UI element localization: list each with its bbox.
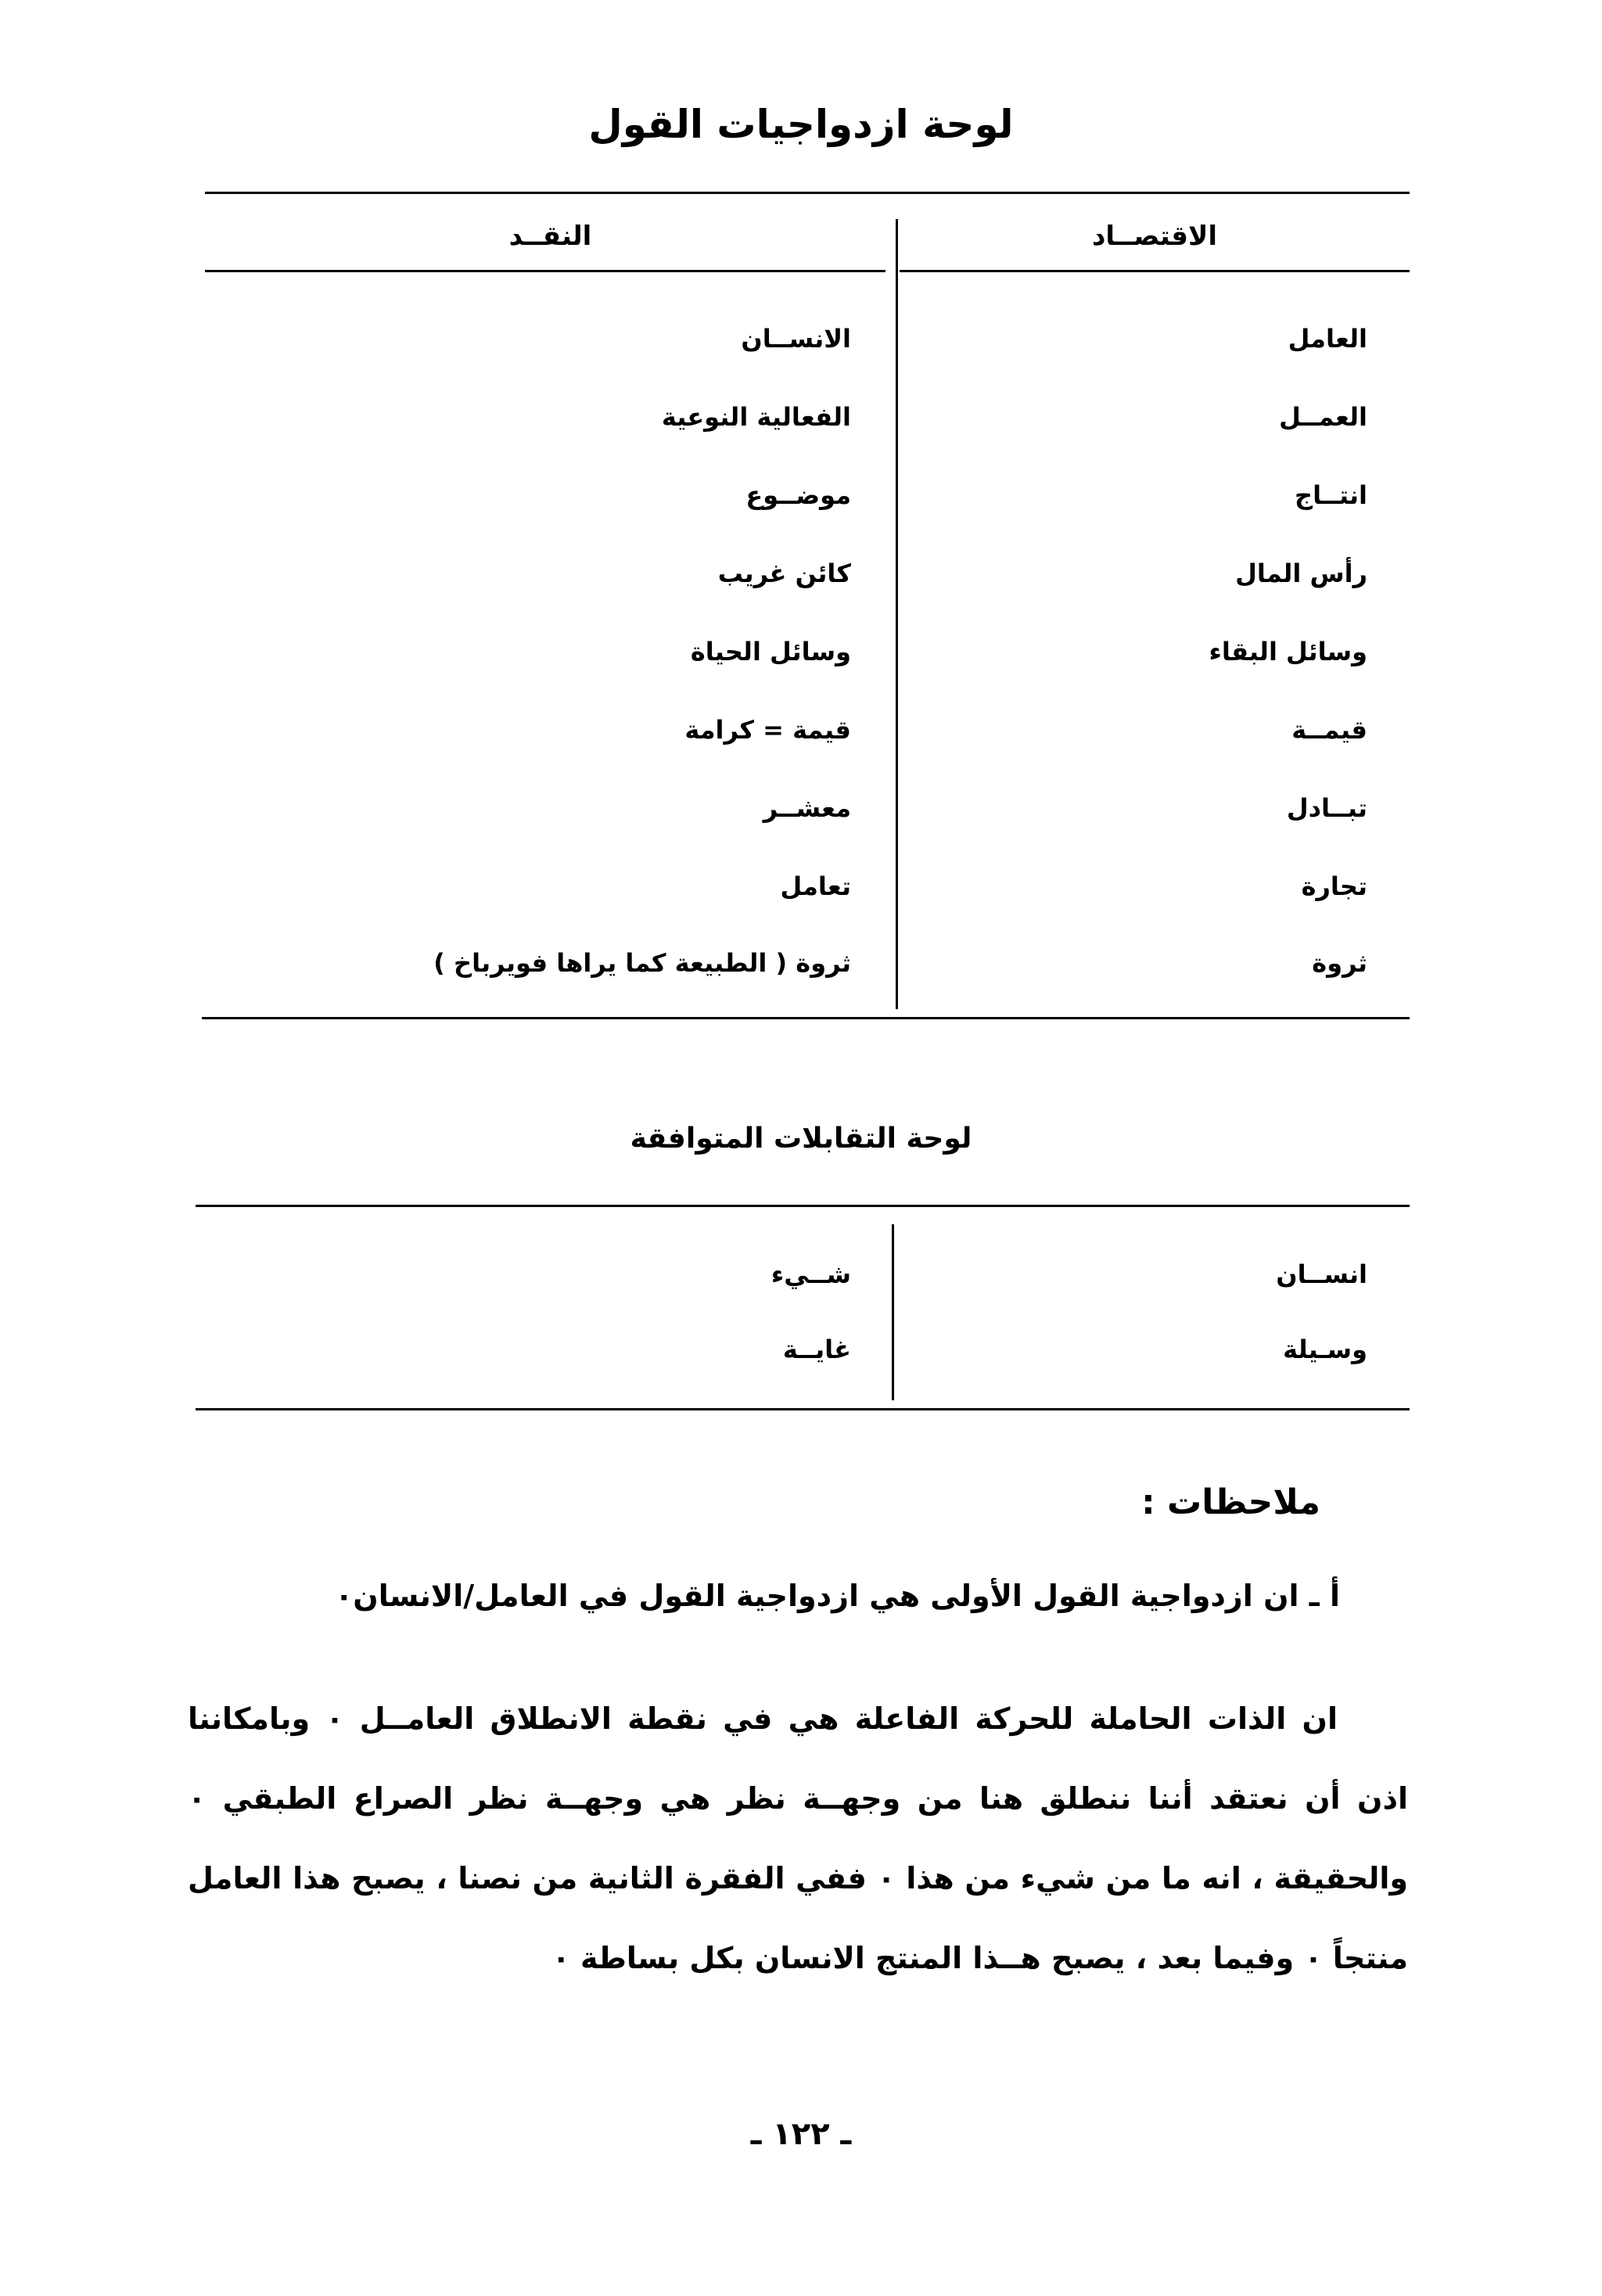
table1-cell-right: ثروة xyxy=(1312,948,1367,978)
note-paragraph: ان الذات الحاملة للحركة الفاعلة هي في نقطة الانطلاق العامــل ٠ وبامكاننا اذن أن نعتقد أننا ننطلق هنا من وجهــة نظر هي وجهــة نظر الصراع الطبقي ٠ والحقيقة ، انه ما من شيء من هذا ٠ ففي الفقرة الثانية من نصنا ، يصبح هذا العامل منتجاً ٠ وفيما بعد ، يصبح هــذا المنتج الانسان بكل بساطة ٠ xyxy=(188,1701,1409,1975)
table1-cell-right: العمــل xyxy=(1279,402,1367,432)
table1-cell-right: تبــادل xyxy=(1286,793,1367,823)
table1-cell-right: تجارة xyxy=(1301,871,1367,901)
table2-cell-right: وسـيلة xyxy=(1283,1335,1367,1364)
notes-heading: ملاحظات : xyxy=(1141,1482,1320,1522)
table1-header-rule-right xyxy=(900,270,1410,272)
table1-cell-left: الفعالية النوعية xyxy=(661,402,851,432)
note-item-a: أ ـ ان ازدواجية القول الأولى هي ازدواجية القول في العامل/الانسان٠ xyxy=(335,1579,1340,1613)
table1-cell-right: انتــاج xyxy=(1295,480,1367,510)
table1-header-rule-left xyxy=(205,270,885,272)
table2-title: لوحة التقابلات المتوافقة xyxy=(630,1123,972,1155)
table1-cell-right: العامل xyxy=(1288,324,1367,354)
table2-column-divider xyxy=(892,1224,894,1400)
table1-cell-left: تعامل xyxy=(780,871,851,901)
table1-cell-right: رأس المال xyxy=(1235,559,1367,588)
table2-cell-left: غايــة xyxy=(782,1335,851,1364)
table1-top-rule xyxy=(205,192,1410,194)
page-number: ـ ١٢٢ ـ xyxy=(750,2116,852,2152)
table2-cell-right: انســان xyxy=(1276,1259,1367,1289)
table1-cell-left: كائن غريب xyxy=(717,559,851,588)
table1-cell-left: معشــر xyxy=(763,793,851,823)
table1-bottom-rule xyxy=(202,1017,1410,1019)
table1-cell-right: قيمــة xyxy=(1291,715,1367,745)
table1-header-critique: النقــد xyxy=(508,221,592,252)
table1-column-divider xyxy=(896,219,898,1009)
table1-cell-left: ثروة ( الطبيعة كما يراها فويرباخ ) xyxy=(433,948,851,978)
table2-top-rule xyxy=(196,1205,1410,1207)
table1-cell-left: قيمة = كرامة xyxy=(684,715,851,745)
table1-cell-left: وسائل الحياة xyxy=(690,637,851,667)
table1-cell-right: وسائل البقاء xyxy=(1209,637,1367,667)
table1-header-economy: الاقتصــاد xyxy=(1091,221,1218,252)
table1-cell-left: الانســان xyxy=(741,324,851,354)
table2-cell-left: شــيء xyxy=(770,1259,851,1289)
table1-cell-left: موضــوع xyxy=(745,480,851,510)
table2-bottom-rule xyxy=(196,1408,1410,1410)
table1-title: لوحة ازدواجيات القول xyxy=(588,102,1014,147)
